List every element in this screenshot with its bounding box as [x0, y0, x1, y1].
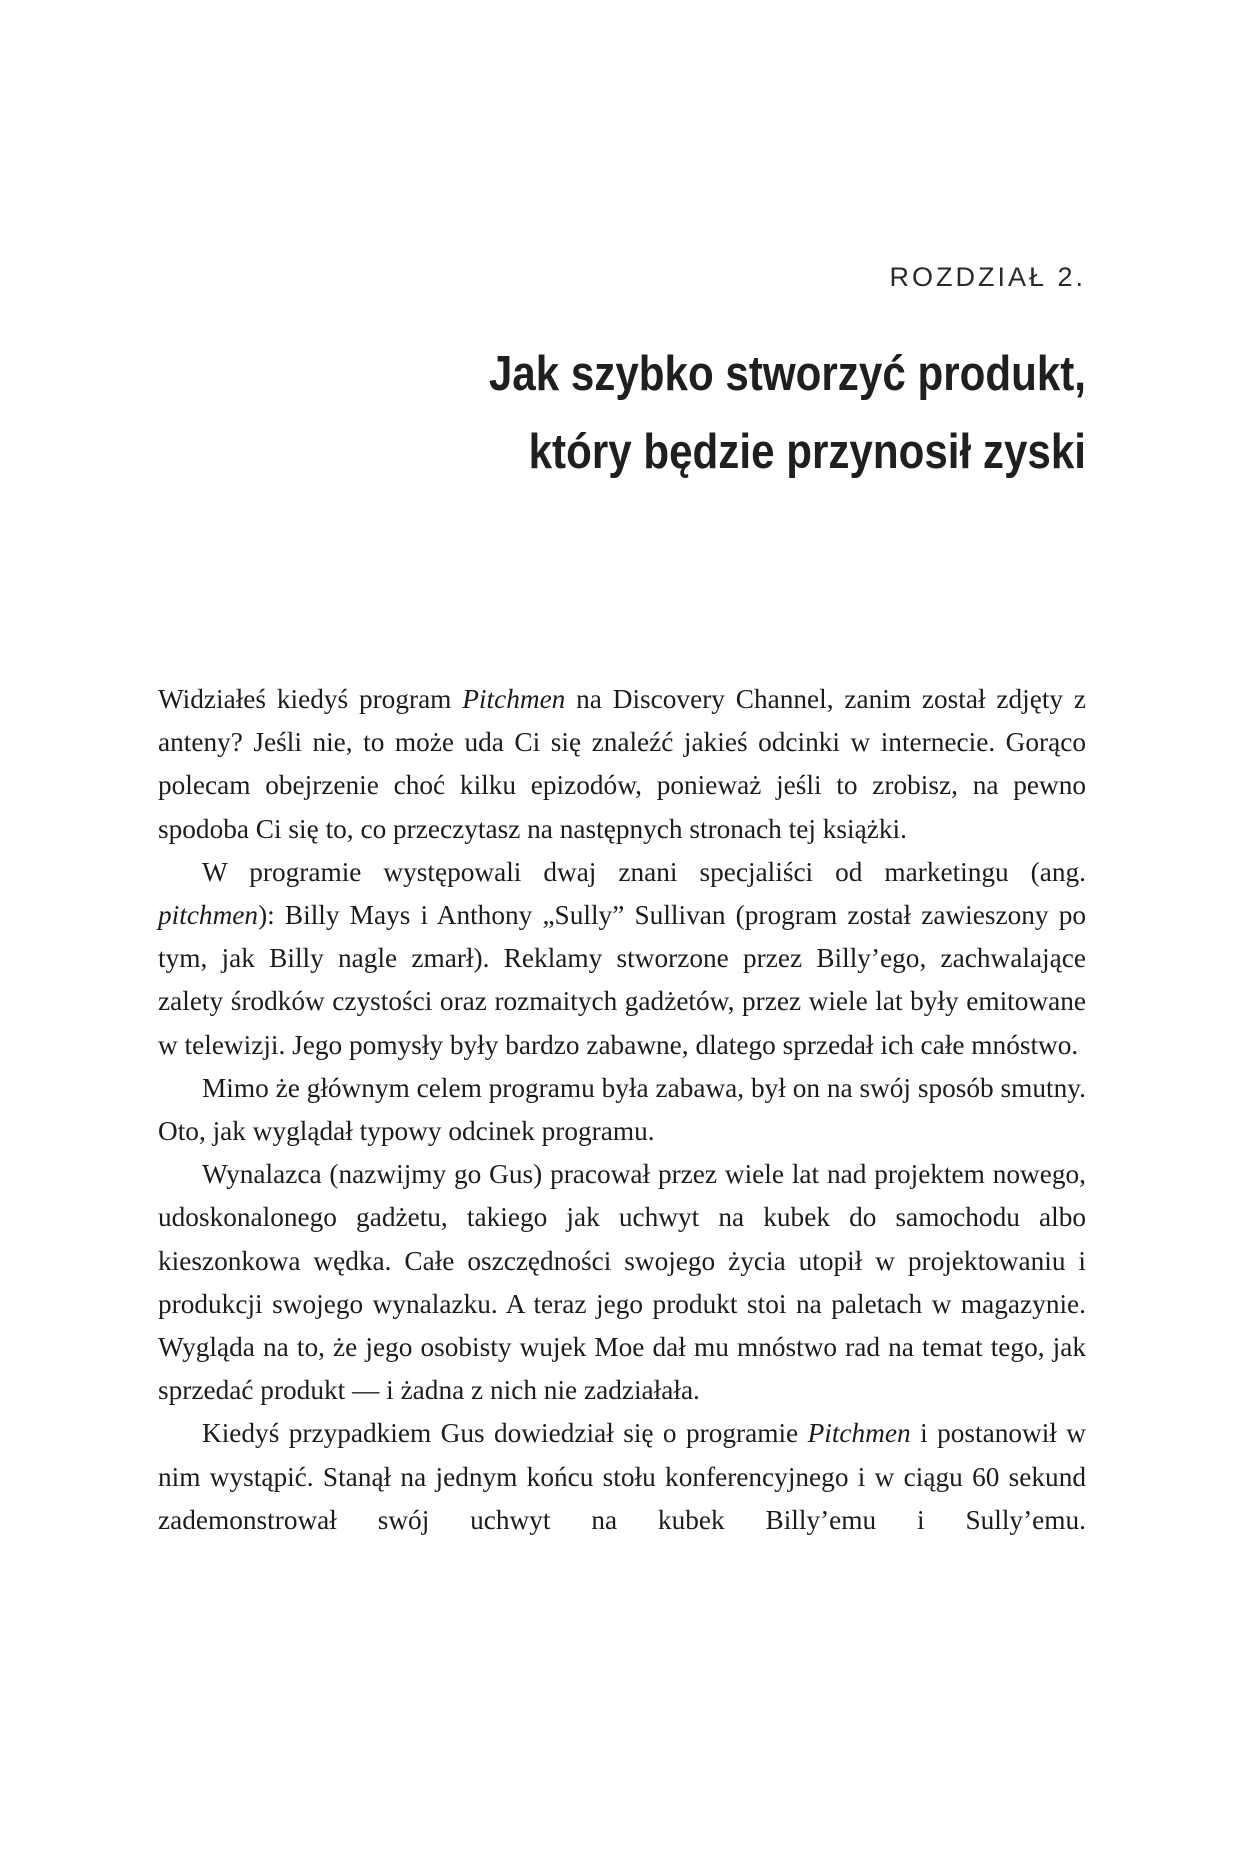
paragraph-5-italic-title: Pitchmen: [807, 1418, 911, 1449]
chapter-label: ROZDZIAŁ 2.: [889, 262, 1086, 292]
paragraph-2-italic-term: pitchmen: [158, 900, 259, 931]
paragraph-2-text-c: ): Billy Mays i Anthony „Sully” Sullivan (program został zawieszony po tym, jak Billy nagle zmarł). Reklamy stworzone przez Billy’ego, zachwalające zalety środków czystości oraz rozmaitych gadżetów, przez wiele lat były emitowane w telewizji. Jego pomysły były bardzo zabawne, dlatego sprzedał ich całe mnóstwo.: [158, 900, 1086, 1060]
paragraph-5-text-a: Kiedyś przypadkiem Gus dowiedział się o programie: [202, 1418, 808, 1449]
paragraph-3: Mimo że głównym celem programu była zabawa, był on na swój sposób smutny. Oto, jak wyglądał typowy odcinek programu.: [158, 1072, 1086, 1147]
chapter-title-line-1: Jak szybko stworzyć produkt,: [488, 347, 1086, 401]
paragraph-1-text-a: Widziałeś kiedyś program: [158, 684, 463, 714]
paragraph-4: Wynalazca (nazwijmy go Gus) pracował przez wiele lat nad projektem nowego, udoskonalonego gadżetu, takiego jak uchwyt na kubek do samochodu albo kieszonkowa wędka. Całe oszczędności swojego życia utopił w projektowaniu i produkcji swojego wynalazku. A teraz jego produkt stoi na paletach w magazynie. Wygląda na to, że jego osobisty wujek Moe dał mu mnóstwo rad na temat tego, jak sprzedać produkt — i żadna z nich nie zadziałała.: [158, 1159, 1086, 1406]
chapter-title: [312, 335, 1086, 491]
paragraph-1-italic-title: Pitchmen: [462, 684, 566, 714]
paragraph-1-text-c: na Discovery Channel, zanim został zdjęty z anteny? Jeśli nie, to może uda Ci się znaleźć jakieś odcinki w internecie. Gorąco polecam obejrzenie choć kilku epizodów, ponieważ jeśli to zrobisz, na pewno spodoba Ci się to, co przeczytasz na następnych stronach tej książki.: [158, 684, 1086, 844]
paragraph-1: [158, 678, 1086, 851]
paragraph-2-text-a: W programie występowali dwaj znani specjaliści od marketingu (ang.: [202, 856, 1086, 887]
chapter-title-line-2: który będzie przynosił zyski: [528, 425, 1086, 479]
paragraph-5: [158, 1412, 1086, 1542]
paragraph-2: [158, 851, 1086, 1067]
body-text: [158, 678, 1086, 1542]
paragraph-5-text-c: i postanowił w nim wystąpić. Stanął na jednym końcu stołu konferencyjnego i w ciągu 60 sekund zademonstrował swój uchwyt na kubek Billy’emu i Sully’emu.: [158, 1418, 1086, 1535]
